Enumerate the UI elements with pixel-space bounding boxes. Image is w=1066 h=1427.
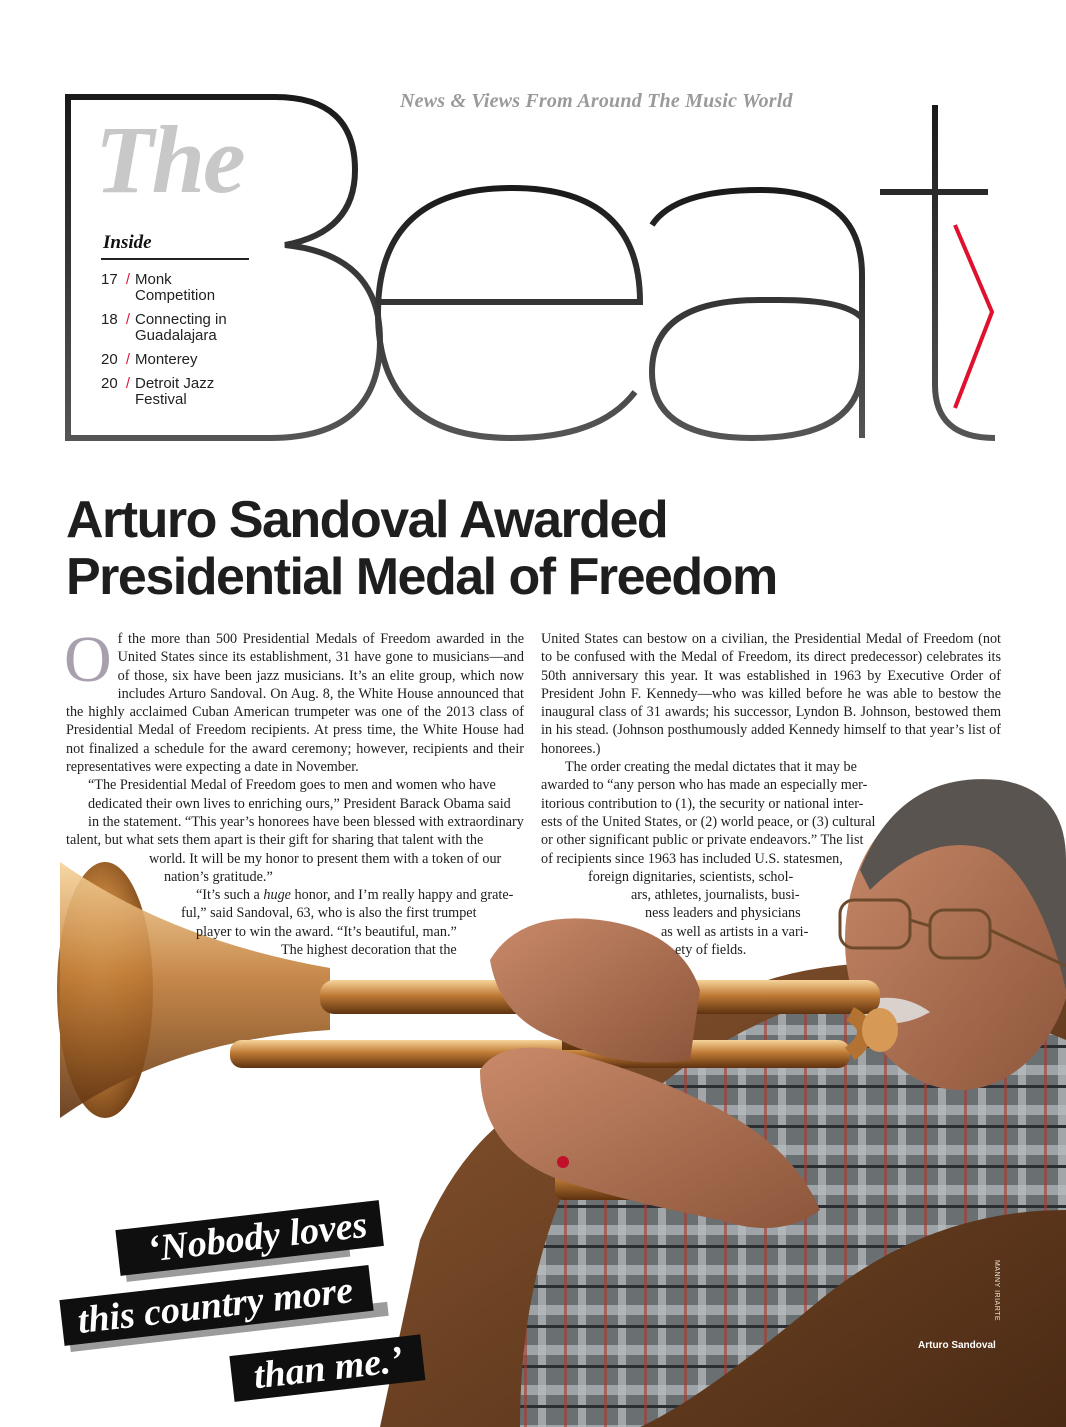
- inside-slash: /: [125, 375, 131, 392]
- inside-item[interactable]: [101, 272, 271, 304]
- inside-slash: /: [125, 351, 131, 368]
- inside-divider: [101, 258, 249, 260]
- article-paragraph: The order creating the medal dictates that it may be awarded to “any person who has made an especially mer- itorious contribution to (1), the security or national inter- ests of the United States, or (2) world peace, or (3) cultural or other significant public or private endeavors.” The list of recipients since 1963 has included U.S. statesmen, foreign dignitaries, scientists, schol- ars, athletes, journalists, busi- ness leaders and physicians as well as artists in a vari- ety of fields.: [541, 759, 876, 959]
- chevron-right-icon: [955, 225, 992, 408]
- inside-item[interactable]: [101, 312, 271, 344]
- article-paragraph: “It’s such a huge honor, and I’m really happy and grate- ful,” said Sandoval, 63, who is also the first trumpet player to win the award. “It’s beautiful, man.” The highest decoration that the: [181, 887, 514, 959]
- inside-page-number: 17: [101, 271, 118, 288]
- letter-e: [375, 188, 640, 438]
- pull-quote-line: this country more: [59, 1265, 373, 1346]
- article-paragraph: Of the more than 500 Presidential Medals of Freedom awarded in the United States since its establishment, 31 have gone to musicians—and of those, six have been jazz musicians. It’s an elite group, which now includes Arturo Sandoval. On Aug. 8, the White House announced that the highly acclaimed Cuban American trumpeter was one of the 2013 class of Presidential Medal of Freedom recipients. At press time, the White House had not finalized a schedule for the award ceremony; however, recipients and their representatives were expecting a date in November.: [64, 623, 524, 776]
- letter-a: [652, 190, 862, 438]
- article-column-1: [64, 623, 524, 959]
- headline-line: Presidential Medal of Freedom: [66, 548, 777, 606]
- inside-item[interactable]: [101, 376, 271, 408]
- mouthpiece: [862, 1008, 898, 1052]
- inside-page-number: 18: [101, 311, 118, 328]
- ring-stone: [557, 1156, 569, 1168]
- drop-cap: O: [64, 623, 112, 696]
- inside-page-number: 20: [101, 375, 118, 392]
- pull-quote-line: than me.’: [229, 1334, 425, 1401]
- article-column-2: [541, 630, 1001, 959]
- tagline: News & Views From Around The Music World: [400, 90, 793, 112]
- photo-credit: MANNY IRIARTE: [993, 1260, 1000, 1322]
- inside-slash: /: [125, 271, 131, 288]
- inside-list: [101, 272, 271, 416]
- inside-slash: /: [125, 311, 131, 328]
- masthead-the: The: [95, 106, 244, 213]
- inside-page-number: 20: [101, 351, 118, 368]
- photo-caption: Arturo Sandoval: [918, 1340, 996, 1351]
- article-headline: [66, 492, 966, 606]
- inside-title: Inside: [103, 232, 152, 253]
- pull-quote-line: ‘Nobody loves: [115, 1200, 383, 1276]
- inside-item-title: Detroit Jazz Festival: [135, 375, 215, 408]
- letter-t: [880, 105, 995, 438]
- inside-item[interactable]: [101, 352, 271, 368]
- inside-item-title: Monterey: [135, 351, 198, 368]
- headline-line: Arturo Sandoval Awarded: [66, 491, 668, 549]
- article-paragraph: “The Presidential Medal of Freedom goes to men and women who have dedicated their own lives to enriching ours,” President Barack Obama said in the statement. “This year’s honorees have been blessed with extraordinary talent, but what sets them apart is their gift for sharing that talent with the world. It will be my honor to present them with a token of our nation’s gratitude.”: [66, 777, 524, 885]
- inside-item-title: Connecting in Guadalajara: [135, 311, 227, 344]
- article-paragraph: United States can bestow on a civilian, the Presidential Medal of Freedom (not to be confused with the Medal of Freedom, its direct predecessor) celebrates its 50th anniversary this year. It was established in 1963 by Executive Order of President John F. Kennedy—who was killed before he was able to bestow the inaugural class of 31 awards; his successor, Lyndon B. Johnson, bestowed them in his stead. (Johnson posthumously added Kennedy himself to that year’s list of honorees.): [541, 631, 1001, 757]
- inside-item-title: Monk Competition: [135, 271, 216, 304]
